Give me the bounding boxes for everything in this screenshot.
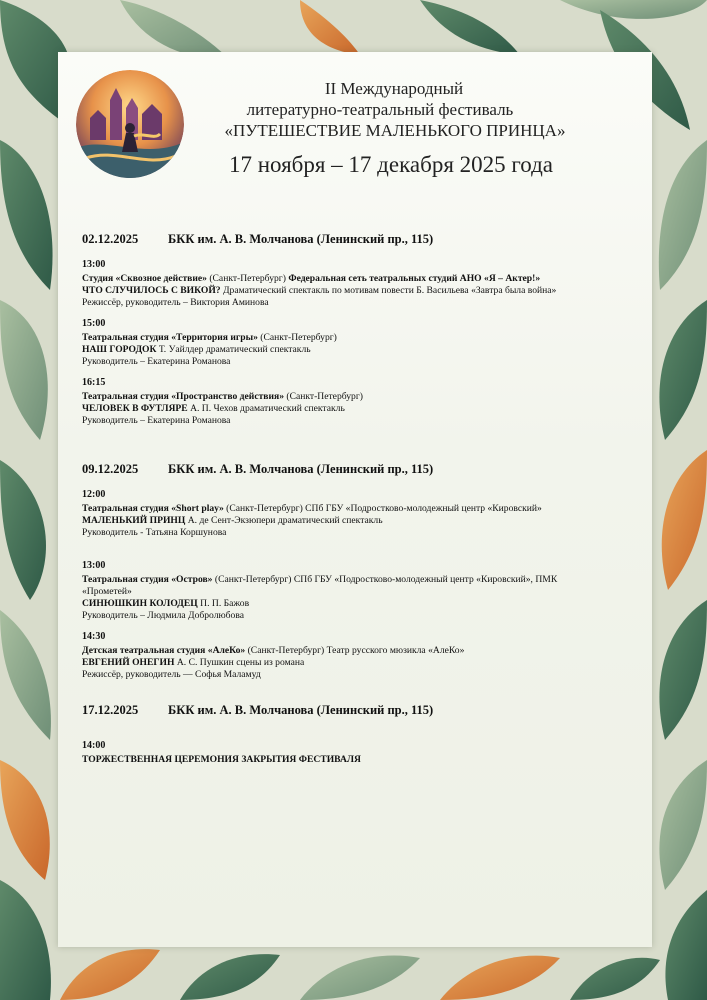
day-header bbox=[82, 232, 433, 247]
day-venue: БКК им. А. В. Молчанова (Ленинский пр., 115) bbox=[168, 703, 434, 717]
event-time: 14:00 bbox=[82, 740, 106, 751]
event-director: Руководитель – Екатерина Романова bbox=[82, 415, 231, 426]
event-time: 16:15 bbox=[82, 377, 106, 388]
event-studio: Театральная студия «Остров» bbox=[82, 574, 213, 585]
day-header bbox=[82, 462, 433, 477]
event-studio-details: (Санкт-Петербург) Театр русского мюзикла «АлеКо» bbox=[245, 645, 465, 656]
event-title: СИНЮШКИН КОЛОДЕЦ bbox=[82, 598, 198, 609]
event-title: МАЛЕНЬКИЙ ПРИНЦ bbox=[82, 515, 186, 526]
event-studio: Театральная студия «Short play» bbox=[82, 503, 224, 514]
festival-type: литературно-театральный фестиваль bbox=[246, 100, 514, 119]
event-studio-details: (Санкт-Петербург) bbox=[257, 332, 337, 343]
event-description: А. П. Чехов драматический спектакль bbox=[187, 403, 345, 414]
festival-dates: 17 ноября – 17 декабря 2025 года bbox=[228, 152, 554, 177]
event-title: ЧЕЛОВЕК В ФУТЛЯРЕ bbox=[82, 403, 188, 414]
event-director: Режиссёр, руководитель — Софья Маламуд bbox=[82, 669, 261, 680]
day-venue: БКК им. А. В. Молчанова (Ленинский пр., 115) bbox=[168, 462, 434, 476]
event-block bbox=[82, 489, 602, 539]
day-date: 17.12.2025 bbox=[82, 703, 139, 717]
event-studio-details: (Санкт-Петербург) СПб ГБУ «Подростково-молодежный центр «Кировский», ПМК «Прометей» bbox=[82, 574, 558, 597]
day-venue: БКК им. А. В. Молчанова (Ленинский пр., 115) bbox=[168, 232, 434, 246]
event-studio: Студия «Сквозное действие» bbox=[82, 273, 207, 284]
festival-title: «ПУТЕШЕСТВИЕ МАЛЕНЬКОГО ПРИНЦА» bbox=[224, 121, 566, 140]
event-title: ТОРЖЕСТВЕННАЯ ЦЕРЕМОНИЯ ЗАКРЫТИЯ ФЕСТИВАЛЯ bbox=[82, 754, 361, 765]
event-time: 13:00 bbox=[82, 560, 106, 571]
event-block bbox=[82, 318, 602, 368]
event-description: А. С. Пушкин сцены из романа bbox=[174, 657, 305, 668]
event-studio-details: (Санкт-Петербург) bbox=[284, 391, 363, 402]
event-block bbox=[82, 740, 602, 766]
event-director: Руководитель – Екатерина Романова bbox=[82, 356, 231, 367]
day-header bbox=[82, 703, 433, 718]
event-time: 14:30 bbox=[82, 631, 106, 642]
event-block bbox=[82, 631, 602, 681]
festival-header bbox=[190, 78, 590, 179]
event-studio: Детская театральная студия «АлеКо» bbox=[82, 645, 246, 656]
day-date: 09.12.2025 bbox=[82, 462, 139, 476]
event-description: А. де Сент-Экзюпери драматический спектакль bbox=[185, 515, 383, 526]
festival-edition: II Международный bbox=[324, 79, 464, 98]
event-studio-details: (Санкт-Петербург) СПб ГБУ «Подростково-молодежный центр «Кировский» bbox=[223, 503, 542, 514]
event-title: ЧТО СЛУЧИЛОСЬ С ВИКОЙ? bbox=[82, 285, 221, 296]
event-studio-details: (Санкт-Петербург) bbox=[206, 273, 289, 284]
event-block bbox=[82, 560, 602, 622]
event-director: Руководитель - Татьяна Коршунова bbox=[82, 527, 227, 538]
event-time: 12:00 bbox=[82, 489, 106, 500]
event-studio: Театральная студия «Территория игры» bbox=[82, 332, 258, 343]
event-description: Драматический спектакль по мотивам повести Б. Васильева «Завтра была война» bbox=[220, 285, 557, 296]
event-director: Режиссёр, руководитель – Виктория Аминова bbox=[82, 297, 269, 308]
event-description: П. П. Бажов bbox=[197, 598, 250, 609]
event-description: Т. Уайлдер драматический спектакль bbox=[156, 344, 311, 355]
event-time: 15:00 bbox=[82, 318, 106, 329]
event-studio: Театральная студия «Пространство действия» bbox=[82, 391, 284, 402]
event-block bbox=[82, 259, 602, 309]
event-time: 13:00 bbox=[82, 259, 106, 270]
event-title: ЕВГЕНИЙ ОНЕГИН bbox=[82, 657, 175, 668]
event-director: Руководитель – Людмила Добролюбова bbox=[82, 610, 245, 621]
event-title: НАШ ГОРОДОК bbox=[82, 344, 157, 355]
event-block bbox=[82, 377, 602, 427]
day-date: 02.12.2025 bbox=[82, 232, 139, 246]
event-organization: Федеральная сеть театральных студий АНО «Я – Актер!» bbox=[288, 273, 541, 284]
festival-logo bbox=[76, 70, 184, 178]
